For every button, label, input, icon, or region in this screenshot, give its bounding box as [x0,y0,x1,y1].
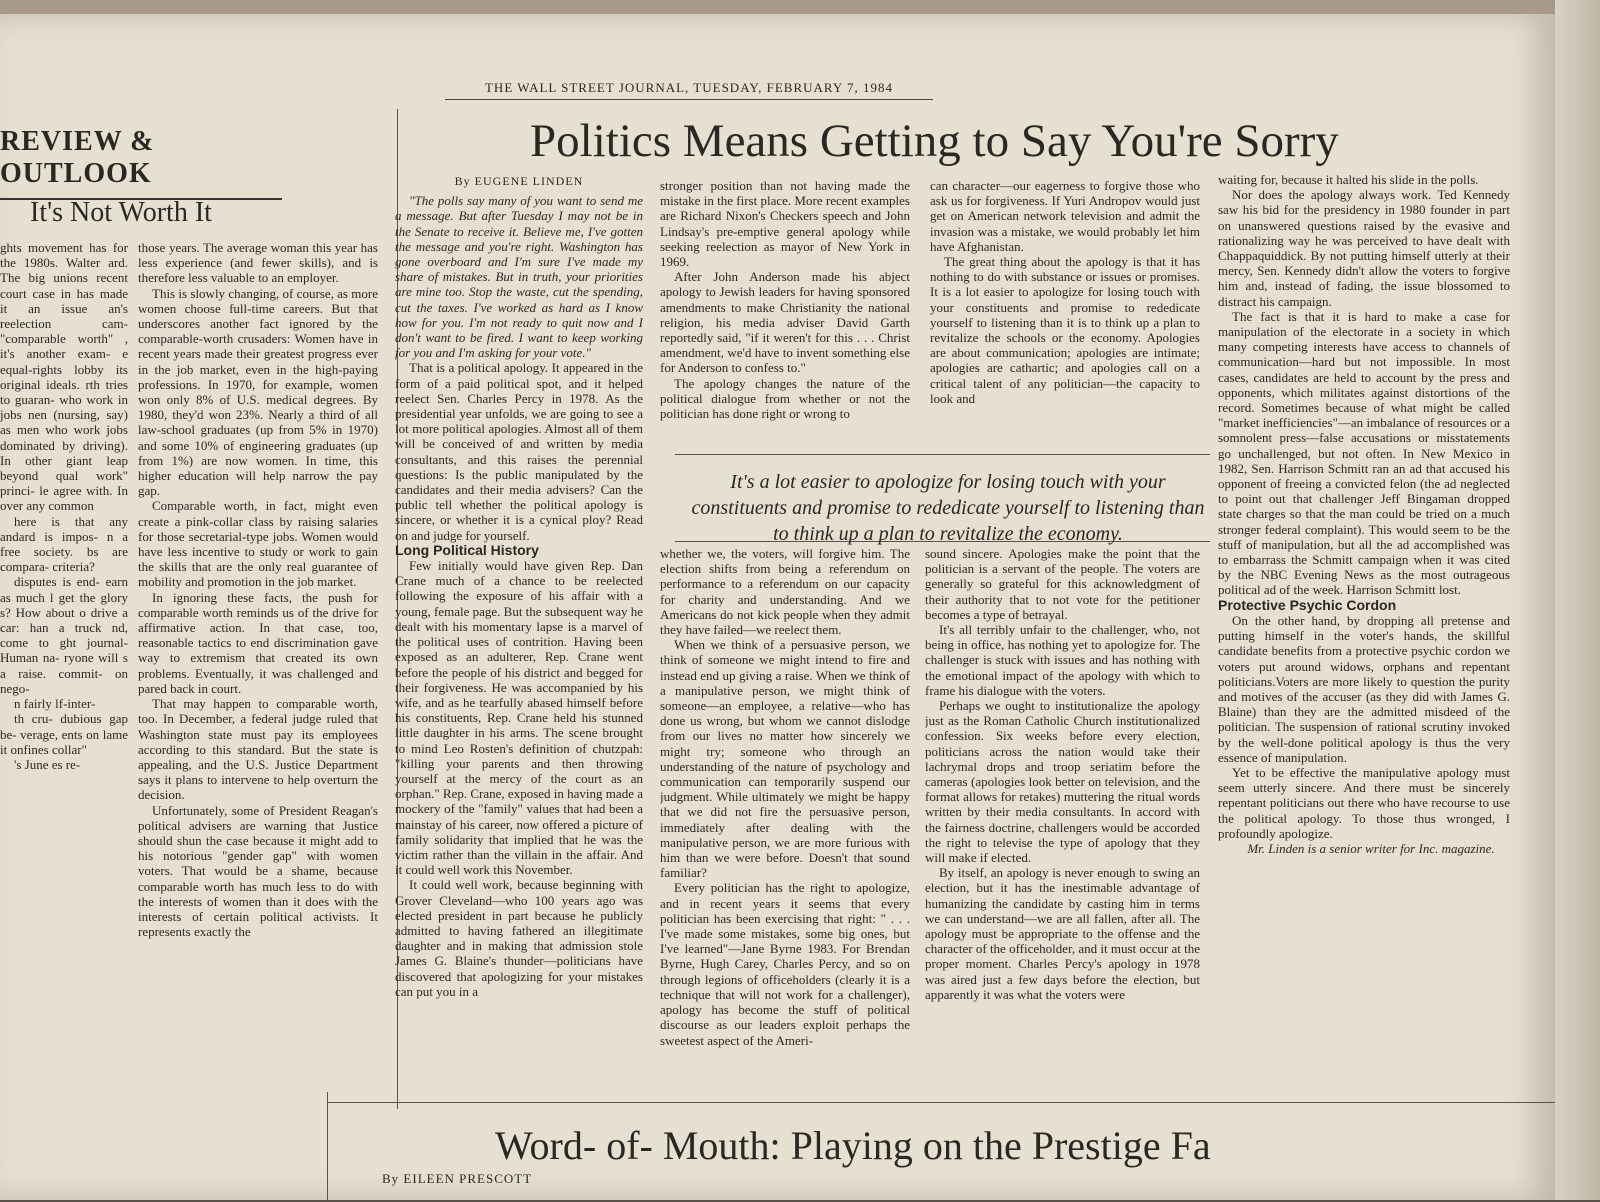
paragraph: waiting for, because it halted his slide in the polls. [1218,172,1479,187]
subhead-protective-psychic-cordon: Protective Psychic Cordon [1218,596,1397,613]
paragraph: The fact is that it is hard to make a case for manipulation of the electorate in a society in which many competing interests have access to channels of communication—hard but not impossible. In most cases, candidates are held to account by the press and opponents, which militates against distortions of the record. Sometimes because of what might be called "market inefficiencies"—an imbalance of resources or a somnolent press—false accusations or misstatements go unchallenged, but not often. In New Mexico in 1982, Sen. Harrison Schmitt ran an ad that accused his opponent of freeing a convicted felon (the ad neglected to point out that challenger Jeff Bingaman dropped state charges so that the man could be tried on a much stronger federal complaint). This would seem to be the stuff of manipulation, but all the ad accomplished was to embarrass the Schmitt campaign when it was cited by the NBC Evening News as the most outrageous political ad of the week. Harrison Schmitt lost. [1218,308,1510,598]
paragraph: On the other hand, by dropping all pretense and putting himself in the voter's hands, the skillful candidate benefits from a protective psychic cordon we voters put around widows, orphans and repentant politicians.Voters are more likely to question the purity and motives of the accuser (as they did with James G. Blaine) than they are the admitted misdeed of the politician. The suspension of rational scrutiny invoked by the well-done political apology is thus the very essence of manipulation. [1218,612,1510,765]
paragraph: n fairly lf-inter- [14,696,96,712]
paragraph: sound sincere. Apologies make the point that the politician is a servant of the people. The voters are generally so grateful for this acknowledgment of their authority that to not vote for the petitioner becomes a type of betrayal. [925,546,1200,622]
main-article-column-3-top [930,178,1200,448]
paragraph: Perhaps we ought to institutionalize the apology just as the Roman Catholic Church institutionalized confession. Six weeks before every election, politicians across the nation would take their lachrymal drops and troop seriatim before the cameras (apologies look better on television, and the format allows for retakes) muttering the ritual words written by their media consultants. In accord with the fairness doctrine, challengers would be accorded the right to televise the type of apology that they will make if elected. [925,698,1200,866]
main-article-column-2-bottom [660,546,910,1106]
paragraph: disputes is end- earn as much l get the glory s? How about o drive a car: han a truck nd, come to ght journal- Human na- ryone will s a raise. commit- on nego- [0,574,128,696]
main-article-headline: Politics Means Getting to Say You're Sorry [530,115,1339,167]
paragraph: Comparable worth, in fact, might even create a pink-collar class by raising salaries for those secretarial-type jobs. Women would have less incentive to study or work to gain the skills that are the only real guarantee of mobility and promotion in the job market. [138,498,378,590]
section-heading: REVIEW & OUTLOOK [0,126,282,200]
main-article-column-4 [1218,172,1510,1172]
paragraph: those years. The average woman this year has less experience (and fewer skills), and is therefore less valuable to an employer. [138,240,378,286]
paragraph: Few initially would have given Rep. Dan Crane much of a chance to be reelected following the exposure of his affair with a young, female page. But the subsequent way he dealt with his momentary lapse is a marvel of the political uses of contrition. Having been exposed as an adulterer, Rep. Crane went before the people of his district and begged for their forgiveness. He was accompanied by his wife, and as he tearfully abased himself before his constituents, Rep. Crane held his stunned little daughter in his arms. The scene brought to mind Leo Rosten's definition of chutzpah: "killing your parents and then throwing yourself at the mercy of the court as an orphan." Rep. Crane, exposed in having made a mockery of the "family" values that had been a mainstay of his career, now offered a picture of family solidarity that implied that he was the victim rather than the villain in the affair. And it could well work this November. [395,558,643,878]
masthead: THE WALL STREET JOURNAL, TUESDAY, FEBRUARY 7, 1984 [445,80,933,100]
main-article-column-1 [395,174,643,1094]
paragraph: Yet to be effective the manipulative apology must seem utterly sincere. And there must be sincerely repentant politicians out there who have recourse to use the political apology. To those thus wronged, I profoundly apologize. [1218,764,1510,841]
paragraph: After John Anderson made his abject apology to Jewish leaders for having sponsored amendments to make Christianity the national religion, his media adviser David Garth reportedly said, "if it weren't for this . . . Christ amendment, we'd have to invent something else for Anderson to confess to." [660,269,910,376]
paragraph: This is slowly changing, of course, as more women choose full-time careers. But that underscores another fact ignored by the comparable-worth crusaders: Women have in recent years made their greatest progress ever in the job market, even in the high-paying professions. In 1970, for example, women won only 8% of U.S. medical degrees. By 1980, they'd won 23%. Nearly a third of all law-school graduates (up from 5% in 1970) and some 10% of engineering graduates (up from 1%) are now women. In time, this higher education will help narrow the pay gap. [138,285,378,499]
paragraph: Nor does the apology always work. Ted Kennedy saw his bid for the presidency in 1980 founder in part on unanswered questions raised by the evasive and rationalizing way he was perceived to have dealt with Chappaquiddick. By not putting himself utterly at their mercy, Sen. Kennedy didn't allow the voters to forgive him and, instead of fading, the issue blossomed to distract his campaign. [1218,187,1510,309]
paragraph: stronger position than not having made the mistake in the first place. More recent examples are Richard Nixon's Checkers speech and John Lindsay's pre-emptive general apology while seeking reelection as mayor of New York in 1969. [660,178,910,270]
bottom-article-byline: By EILEEN PRESCOTT [382,1171,533,1186]
paragraph: That is a political apology. It appeared in the form of a paid political spot, and it helped reelect Sen. Charles Percy in 1978. As the presidential year unfolds, we are going to see a lot more political apologies. Almost all of them will be conceived of and written by media consultants, and this raises the perennial questions: Is the public manipulated by the candidates and their media advisers? Can the public tell whether the political apology is sincere, or whether it is a cynical ploy? Read on and judge for yourself. [395,360,643,543]
left-article-column-a [0,240,128,1160]
subhead-long-political-history: Long Political History [395,541,539,558]
lede-quote: "The polls say many of you want to send me a message. But after Tuesday I may not be in the Senate to receive it. Believe me, I've gotten the message and you're right. Washington has gone overboard and I'm sure I've made my share of mistakes. But in truth, your priorities are mine too. Stop the waste, cut the spending, cut the taxes. I've worked as hard as I know how for you. I'm not ready to quit now and I don't want to be fired. I want to keep working for you and I'm asking for your vote." [395,193,643,361]
page-fold-edge [1555,0,1600,1200]
top-edge [0,0,1600,14]
byline: By EUGENE LINDEN [454,174,584,188]
paragraph: In ignoring these facts, the push for comparable worth reminds us of the drive for affirmative action. In that case, too, reasonable tactics to end discrimination gave way to extremism that created its own problems. Eventually, it was challenged and pared back in court. [138,589,378,696]
paragraph: The great thing about the apology is that it has nothing to do with substance or issues or promises. It is a lot easier to apologize for losing touch with your constituents and promise to rededicate yourself to listening than it is to think up a plan to revitalize the schools or the economy. Apologies are about communication; apologies are intimate; apologies are cathartic; and apologies call on a critical talent of any politician—the capacity to look and [930,254,1200,406]
paragraph: It could well work, because beginning with Grover Cleveland—who 100 years ago was elected president in part because he publicly admitted to having fathered an illegitimate daughter and in making that admission stole James G. Blaine's thunder—politicians have discovered that apologizing for your mistakes can put you in a [395,877,643,999]
paragraph: Every politician has the right to apologize, and in recent years it seems that every politician has been exercising that right: " . . . I've made some mistakes, some big ones, but I've learned"—Jane Byrne 1983. For Brendan Byrne, Hugh Carey, Charles Percy, and so on through legions of officeholders (clearly it is a technique that will not work for a challenger), apology has become the stuff of political discourse as our leaders exploit perhaps the sweetest aspect of the Ameri- [660,880,910,1048]
paragraph: It's all terribly unfair to the challenger, who, not being in office, has nothing yet to apologize for. The challenger is stuck with issues and has nothing with the emotional impact of the apology with which to frame his dialogue with the voters. [925,622,1200,698]
paragraph: ghts movement has for the 1980s. Walter ard. The big unions recent court case in has made it an issue an's reelection cam- "comparable worth" , it's another exam- e equal-rights lobby its original ideals. rth tries to guaran- who work in jobs nen (nursing, say) as men who work jobs dominated by driving). In other giant leap beyond qual work" princi- le agree with. In over any common [0,240,128,514]
newspaper-page [0,14,1555,1200]
bottom-article-headline: Word- of- Mouth: Playing on the Prestige Fa [495,1123,1211,1168]
left-article-column-b [138,240,378,1180]
paragraph: here is that any andard is impos- n a free society. bs are compara- criteria? [0,513,128,575]
paragraph: By itself, an apology is never enough to swing an election, but it has the inestimable advantage of humanizing the candidate by casting him in terms we can understand—we are all fallen, after all. The apology must be appropriate to the offense and the character of the officeholder, and it must occur at the proper moment. Charles Percy's apology in 1978 was aired just a few days before the election, but apparently it was what the voters were [925,865,1200,1002]
paragraph: 's June es re- [14,756,81,772]
main-article-column-2-top [660,178,910,448]
paragraph: th cru- dubious gap be- verage, ents on lame it onfines collar" [0,711,128,757]
paragraph: When we think of a persuasive person, we think of someone we might intend to fire and instead end up giving a raise. When we think of a manipulative person, we might think of someone—an employee, a relative—who has done us wrong, but whom we cannot dislodge from our lives no matter how sincerely we might try; someone who through an understanding of the nature of psychology and communication can temporarily suspend our judgment. While ultimately we might be happy that we did not fire the persuasive person, immediately after dealing with the manipulative person, we are more furious with him than we were before. Doesn't that sound familiar? [660,637,910,881]
paragraph: can character—our eagerness to forgive those who ask us for forgiveness. If Yuri Andropov would just get on American network television and admit the invasion was a mistake, we would probably let him have Afghanistan. [930,178,1200,254]
paragraph: The apology changes the nature of the political dialogue from whether or not the politician has done right or wrong to [660,375,910,422]
left-article-headline: It's Not Worth It [30,197,212,228]
paragraph: That may happen to comparable worth, too. In December, a federal judge ruled that Washington state must pay its employees according to this standard. But the state is appealing, and the U.S. Justice Department says it plans to intervene to help overturn the decision. [138,696,378,803]
pullquote-rule-top [675,454,1210,455]
main-article-column-3-bottom [925,546,1200,1146]
paragraph: Unfortunately, some of President Reagan's political advisers are warning that Justice should shun the case because it might add to his notorious "gender gap" with women voters. That would be a shame, because comparable worth has much less to do with the interests of women than it does with the interests of certain political activists. It represents exactly the [138,802,378,940]
paragraph: whether we, the voters, will forgive him. The election shifts from being a referendum on performance to a referendum on our capacity for charity and understanding. And we Americans do not kick people when they admit they have failed—we reelect them. [660,546,910,638]
pull-quote: It's a lot easier to apologize for losing touch with your constituents and promise to rededicate yourself to listening than to think up a plan to revitalize the economy. [691,471,1205,545]
author-note: Mr. Linden is a senior writer for Inc. magazine. [1247,840,1495,856]
